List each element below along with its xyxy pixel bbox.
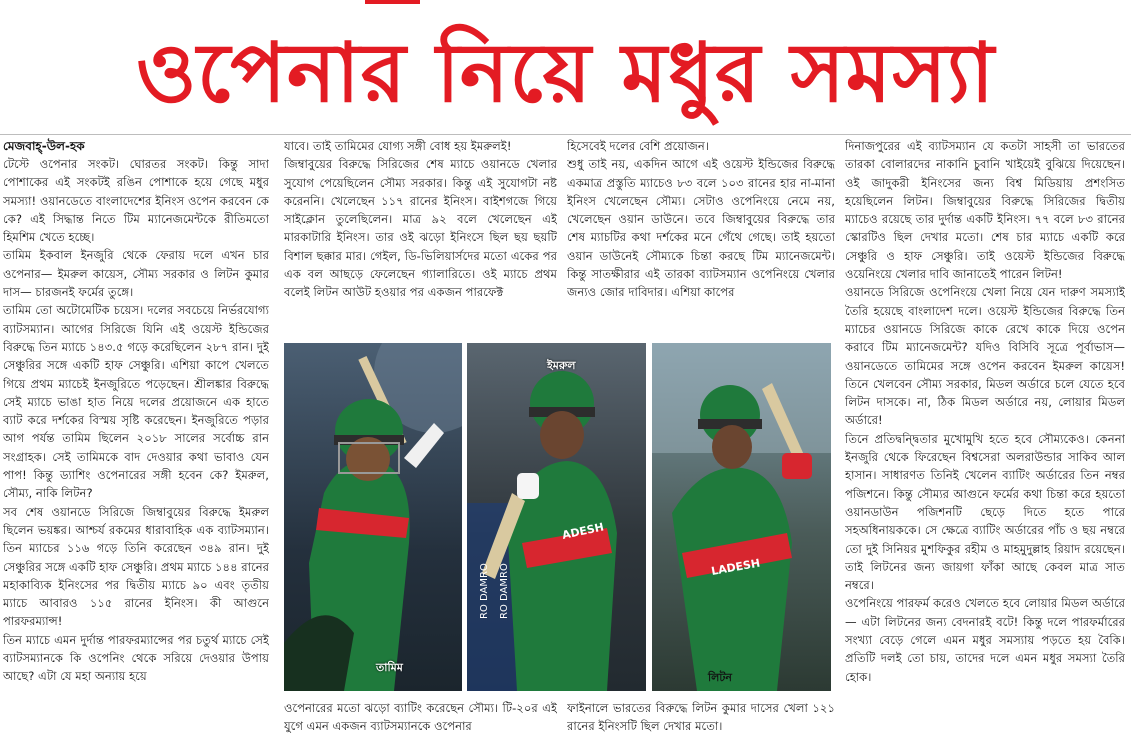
jersey-text-liton: LADESH xyxy=(710,556,762,578)
paragraph: তিনে প্রতিদ্বন্দ্বিতার মুখোমুখি হতে হবে সৌম্যকেও। কেননা ইনজুরি থেকে ফিরেছেন বিশ্বসেরা অলরাউন্ডার সাকিব আল হাসান। সাধারণত তিনিই খেলেন ব্যাটিং অর্ডারের তিন নম্বর পজিশনে। কিন্তু সৌম্যর আগুনে ফর্মের কথা চিন্তা করে হয়তো ওয়ানডাউন পজিশনটি ছেড়ে দিতে হতে পারে সহঅধিনায়ককে। সে ক্ষেত্রে ব্যাটিং অর্ডারের পাঁচ ও ছয় নম্বরে তো দুই সিনিয়র মুশফিকুর রহীম ও মাহমুদুল্লাহ রিয়াদ রয়েছেন। তাই লিটনের জন্য জায়গা ফাঁকা আছে কেবল মাত্র সাত নম্বরে। xyxy=(845,431,1125,593)
batsman-tamim-photo xyxy=(284,343,462,691)
article-column-2-bottom: ওপেনারের মতো ঝড়ো ব্যাটিং করেছেন সৌম্য। টি-২০র এই যুগে এমন একজন ব্যাটসম্যানকে ওপেনার xyxy=(284,701,557,734)
paragraph: তিন ম্যাচে এমন দুর্দান্ত পারফরম্যান্সের পর চতুর্থ ম্যাচে সেই ব্যাটসম্যানকে কি ওপেনিং থেকে সরিয়ে দেওয়ার উপায় আছে? এটা যে মহা অন্যায় হয়ে xyxy=(3,632,269,684)
photo-caption-liton: লিটন xyxy=(708,671,732,684)
article-column-3-top xyxy=(567,137,835,340)
article-column-4 xyxy=(845,137,1125,753)
paragraph: তামিম তো অটোমেটিক চয়েস। দলের সবচেয়ে নির্ভরযোগ্য ব্যাটসম্যান। আগের সিরিজে যিনি এই ওয়েস্ট ইন্ডিজের বিরুদ্ধে তিন ম্যাচে ১৪৩.৫ গড়ে করেছিলেন ২৮৭ রান। দুই সেঞ্চুরির সঙ্গে একটি হাফ সেঞ্চুরি। এশিয়া কাপে খেলতে গিয়ে প্রথম ম্যাচেই ইনজুরিতে পড়েছেন। শ্রীলঙ্কার বিরুদ্ধে সেই ম্যাচে ভাঙা হাত নিয়ে দলের প্রয়োজনে এক হাতে ব্যাট করে দর্শকের বিস্ময় সৃষ্টি করেছেন। ইনজুরিতে পড়ার আগ পর্যন্ত তামিম ছিলেন ২০১৮ সালের সর্বোচ্চ রান সংগ্রাহক। সেই তামিমকে বাদ দেওয়ার কথা ভাবাও যেন পাপ! কিন্তু ড্যাশিং ওপেনারের সঙ্গী হবেন কে? ইমরুল, সৌম্য, নাকি লিটন? xyxy=(3,303,269,501)
paragraph: ওপেনিংয়ে পারফর্ম করেও খেলতে হবে লোয়ার মিডল অর্ডারে— এটা লিটনের জন্য বেদনারই বটে! কিন্তু দলে পারফর্মারের সংখ্যা বেড়ে গেলে এমন মধুর সমস্যায় পড়তে হয় বৈকি। প্রতিটি দলই তো চায়, তাদের দলে এমন মধুর সমস্যা তৈরি হোক। xyxy=(845,596,1125,684)
stump-sponsor-1: RO DAMRO xyxy=(479,563,490,619)
top-rule xyxy=(0,0,1131,6)
top-red-mark xyxy=(365,0,420,4)
paragraph: ওয়ানডে সিরিজে ওপেনিংয়ে খেলা নিয়ে যেন দারুণ সমস্যাই তৈরি হয়েছে বাংলাদেশ দলে। ওয়েস্ট ইন্ডিজের বিরুদ্ধে তিন ম্যাচের ওয়ানডে সিরিজে কাকে রেখে কাকে দিয়ে ওপেন করাবে টিম ম্যানেজমেন্ট? যদিও বিসিবি সূত্রে পূর্বাভাস—ওয়ানডেতে তামিমের সঙ্গে ওপেন করবেন ইমরুল কায়েস! তিনে খেলবেন সৌম্য সরকার, মিডল অর্ডারে চলে যেতে হবে লিটন দাসকে। না, ঠিক মিডল অর্ডারে নয়, লোয়ার মিডল অর্ডারে! xyxy=(845,285,1125,428)
article-column-2-top xyxy=(284,137,557,340)
byline: মেজবাহ্-উল-হক xyxy=(3,139,85,153)
article-column-1 xyxy=(3,137,269,753)
paragraph: শুধু তাই নয়, একদিন আগে এই ওয়েস্ট ইন্ডিজের বিরুদ্ধে একমাত্র প্রস্তুতি ম্যাচেও ৮৩ বলে ১০৩ রানের হার না-মানা ইনিংস খেলেছেন সৌম্য। সেটাও ওপেনিংয়ে নেমে নয়, খেলেছেন ওয়ান ডাউনে। তবে জিম্বাবুয়ের বিরুদ্ধে তার শেষ ম্যাচটির কথা দর্শকের মনে গেঁথে গেছে। তাই হয়তো ওয়ান ডাউনেই সৌম্যকে চিন্তা করছে টিম ম্যানেজমেন্ট। কিন্তু সাতক্ষীরার এই তারকা ব্যাটসম্যান ওপেনিংয়ে খেলার জন্যও জোর দাবিদার। এশিয়া কাপের xyxy=(567,157,835,300)
batsman-imrul-photo xyxy=(467,343,646,691)
paragraph: যাবে। তাই তামিমের যোগ্য সঙ্গী বোধ হয় ইমরুলই! xyxy=(284,139,512,153)
article-column-3-bottom: ফাইনালে ভারতের বিরুদ্ধে লিটন কুমার দাসের খেলা ১২১ রানের ইনিংসটি ছিল দেখার মতো। xyxy=(567,701,835,734)
paragraph: জিম্বাবুয়ের বিরুদ্ধে সিরিজের শেষ ম্যাচে ওয়ানডে খেলার সুযোগ পেয়েছিলেন সৌম্য সরকার। কিন্তু এই সুযোগটা নষ্ট করেননি। খেলেছেন ১১৭ রানের ইনিংস। বাইশগজে গিয়ে সাইক্লোন তুলেছিলেন। মাত্র ৯২ বলে খেলেছেন এই মারকাটারি ইনিংস। তার ওই ঝড়ো ইনিংসে ছিল ছয় ছয়টি বিশাল ছক্কার মার। গেইল, ডি-ভিলিয়ার্সদের মতো একের পর এক বল আছড়ে ফেলেছেন গ্যালারিতে। ওই ম্যাচে প্রথম বলেই লিটন আউট হওয়ার পর একজন পারফেক্ট xyxy=(284,157,557,300)
photo-caption-imrul: ইমরুল xyxy=(547,359,576,372)
headline-divider xyxy=(0,134,1131,135)
paragraph: তামিম ইকবাল ইনজুরি থেকে ফেরায় দলে এখন চার ওপেনার— ইমরুল কায়েস, সৌম্য সরকার ও লিটন কুমার দাস— চারজনই ফর্মের তুঙ্গে। xyxy=(3,248,269,300)
paragraph: সব শেষ ওয়ানডে সিরিজে জিম্বাবুয়ের বিরুদ্ধে ইমরুল ছিলেন ভয়ঙ্কর। আশ্চর্য রকমের ধারাবাহিক এক ব্যাটসম্যান। তিন ম্যাচের ১১৬ গড়ে তিনি করেছেন ৩৪৯ রান। দুই সেঞ্চুরির সঙ্গে একটি হাফ সেঞ্চুরি। প্রথম ম্যাচে ১৪৪ রানের মহাকাব্যিক ইনিংসের পর দ্বিতীয় ম্যাচে ৯০ এবং তৃতীয় ম্যাচে আবারও ১১৫ রানের ইনিংস। কী আগুনে পারফরম্যান্স! xyxy=(3,504,269,629)
paragraph: দিনাজপুরের এই ব্যাটসম্যান যে কতটা সাহসী তা ভারতের তারকা বোলারদের নাকানি চুবানি খাইয়েই বুঝিয়ে দিয়েছেন। ওই জাদুকরী ইনিংসের জন্য বিশ্ব মিডিয়ায় প্রশংসিত হয়েছিলেন লিটন। জিম্বাবুয়ের বিরুদ্ধে সিরিজের দ্বিতীয় ম্যাচেও রয়েছে তার দুর্দান্ত একটি ইনিংস। ৭৭ বলে ৮৩ রানের স্কোরটিও ছিল দেখার মতো। শেষ চার ম্যাচে একটি করে সেঞ্চুরি ও হাফ সেঞ্চুরি। তাই ওয়েস্ট ইন্ডিজের বিরুদ্ধে ওয়েনিংয়ে খেলার দাবি জানাতেই পারেন লিটন! xyxy=(845,139,1125,282)
jersey-text-imrul: ADESH xyxy=(560,520,605,542)
headline: ওপেনার নিয়ে মধুর সমস্যা xyxy=(135,26,996,121)
batsman-liton-photo xyxy=(652,343,831,691)
stump-sponsor-2: RO DAMRO xyxy=(499,563,510,619)
paragraph: হিসেবেই দলের বেশি প্রয়োজন। xyxy=(567,139,709,153)
photo-caption-tamim: তামিম xyxy=(376,661,403,674)
paragraph: টেস্টে ওপেনার সংকট। ঘোরতর সংকট। কিন্তু সাদা পোশাকের এই সংকটই রঙিন পোশাকে হয়ে গেছে মধুর সমস্যা! ওয়ানডেতে বাংলাদেশের ইনিংস ওপেন করবেন কে কে? এই সিদ্ধান্ত নিতে টিম ম্যানেজমেন্টকে রীতিমতো হিমশিম খেতে হচ্ছে। xyxy=(3,157,269,245)
